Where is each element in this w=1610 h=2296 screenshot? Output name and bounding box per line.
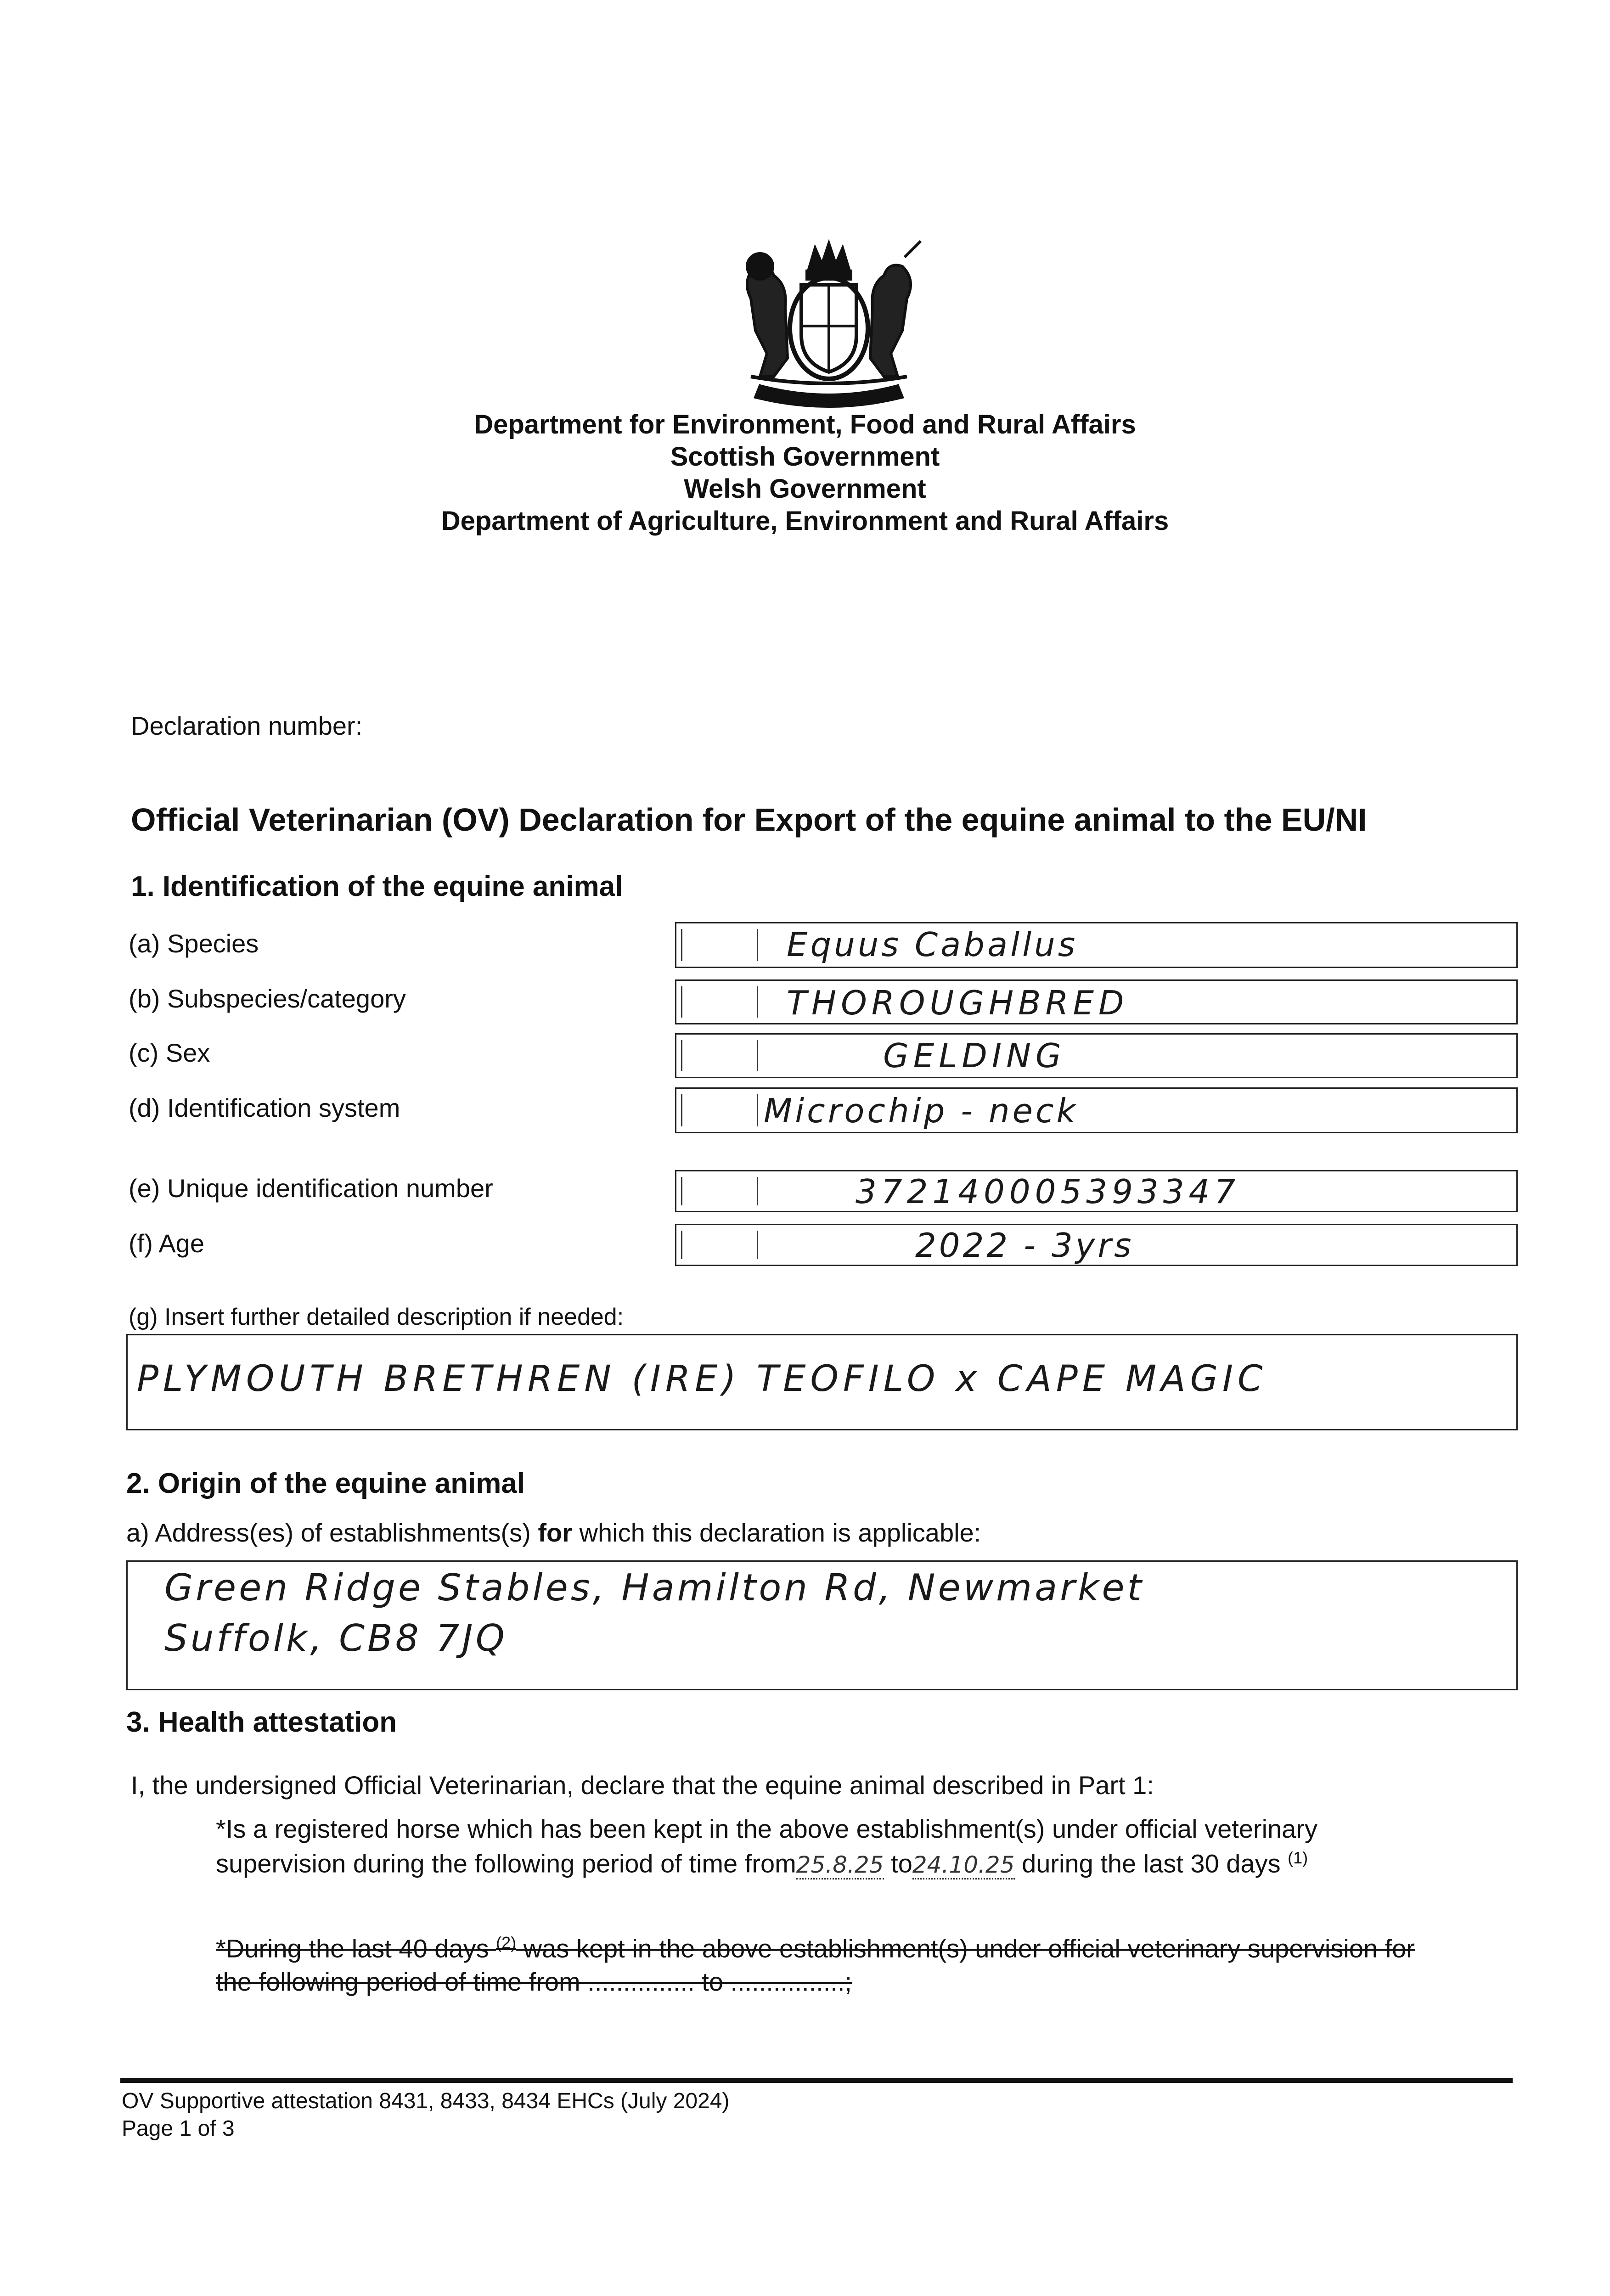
attestation-para-2-line-2: the following period of time from ............... to ................; bbox=[216, 1967, 852, 1996]
species-field[interactable] bbox=[675, 922, 1518, 968]
section-2-heading: 2. Origin of the equine animal bbox=[126, 1468, 525, 1499]
department-line: Scottish Government bbox=[670, 442, 940, 472]
unique-id-value: 372140005393347 bbox=[856, 1172, 1240, 1211]
address-line-1: Green Ridge Stables, Hamilton Rd, Newmarket bbox=[164, 1566, 1144, 1609]
footer-rule bbox=[120, 2078, 1513, 2083]
address-label: a) Address(es) of establishments(s) for which this declaration is applicable: bbox=[126, 1518, 981, 1547]
department-line: Department of Agriculture, Environment and Rural Affairs bbox=[441, 506, 1169, 536]
section-1-heading: 1. Identification of the equine animal bbox=[131, 871, 623, 902]
identification-system-label: (d) Identification system bbox=[129, 1093, 400, 1122]
section-3-heading: 3. Health attestation bbox=[126, 1706, 397, 1738]
address-field[interactable] bbox=[126, 1560, 1518, 1690]
department-line: Department for Environment, Food and Rural Affairs bbox=[474, 410, 1136, 439]
identification-system-value: Microchip - neck bbox=[764, 1092, 1079, 1130]
age-field[interactable] bbox=[675, 1224, 1518, 1266]
page-title: Official Veterinarian (OV) Declaration for Export of the equine animal to the EU/NI bbox=[131, 802, 1367, 838]
unique-id-label: (e) Unique identification number bbox=[129, 1174, 493, 1203]
footer-line-1: OV Supportive attestation 8431, 8433, 8434 EHCs (July 2024) bbox=[122, 2089, 730, 2113]
further-description-label: (g) Insert further detailed description if needed: bbox=[129, 1304, 624, 1330]
subspecies-value: THOROUGHBRED bbox=[787, 984, 1129, 1022]
further-description-field[interactable] bbox=[126, 1334, 1518, 1430]
species-value: Equus Caballus bbox=[787, 925, 1078, 964]
attestation-intro: I, the undersigned Official Veterinarian, declare that the equine animal described in Part 1: bbox=[131, 1771, 1154, 1800]
date-to-value: 24.10.25 bbox=[912, 1851, 1015, 1880]
footer-page-number: Page 1 of 3 bbox=[122, 2116, 235, 2141]
sex-value: GELDING bbox=[883, 1036, 1066, 1075]
further-description-value: PLYMOUTH BRETHREN (IRE) TEOFILO x CAPE MAGIC bbox=[137, 1358, 1267, 1400]
sex-label: (c) Sex bbox=[129, 1038, 210, 1067]
department-line: Welsh Government bbox=[684, 474, 926, 504]
date-from-value: 25.8.25 bbox=[796, 1851, 884, 1880]
age-value: 2022 - 3yrs bbox=[915, 1226, 1134, 1265]
species-label: (a) Species bbox=[129, 929, 259, 958]
unique-id-field[interactable] bbox=[675, 1170, 1518, 1212]
sex-field[interactable] bbox=[675, 1033, 1518, 1078]
attestation-para-1-line-1: *Is a registered horse which has been kept in the above establishment(s) under official veterinary bbox=[216, 1814, 1317, 1843]
attestation-para-2-line-1: *During the last 40 days $^{(2)}$ was kept in the above establishment(s) under official veterinary supervision for bbox=[216, 1933, 1415, 1963]
department-header bbox=[0, 409, 1610, 537]
royal-coat-of-arms-logo bbox=[723, 239, 934, 409]
subspecies-field[interactable] bbox=[675, 979, 1518, 1024]
declaration-number-label: Declaration number: bbox=[131, 711, 363, 740]
address-line-2: Suffolk, CB8 7JQ bbox=[164, 1617, 507, 1660]
subspecies-label: (b) Subspecies/category bbox=[129, 984, 406, 1013]
identification-system-field[interactable] bbox=[675, 1087, 1518, 1133]
attestation-para-1-line-2: supervision during the following period of time from25.8.25 to24.10.25 during the last 30 days $^{(1)}$ bbox=[216, 1848, 1308, 1880]
age-label: (f) Age bbox=[129, 1229, 204, 1258]
